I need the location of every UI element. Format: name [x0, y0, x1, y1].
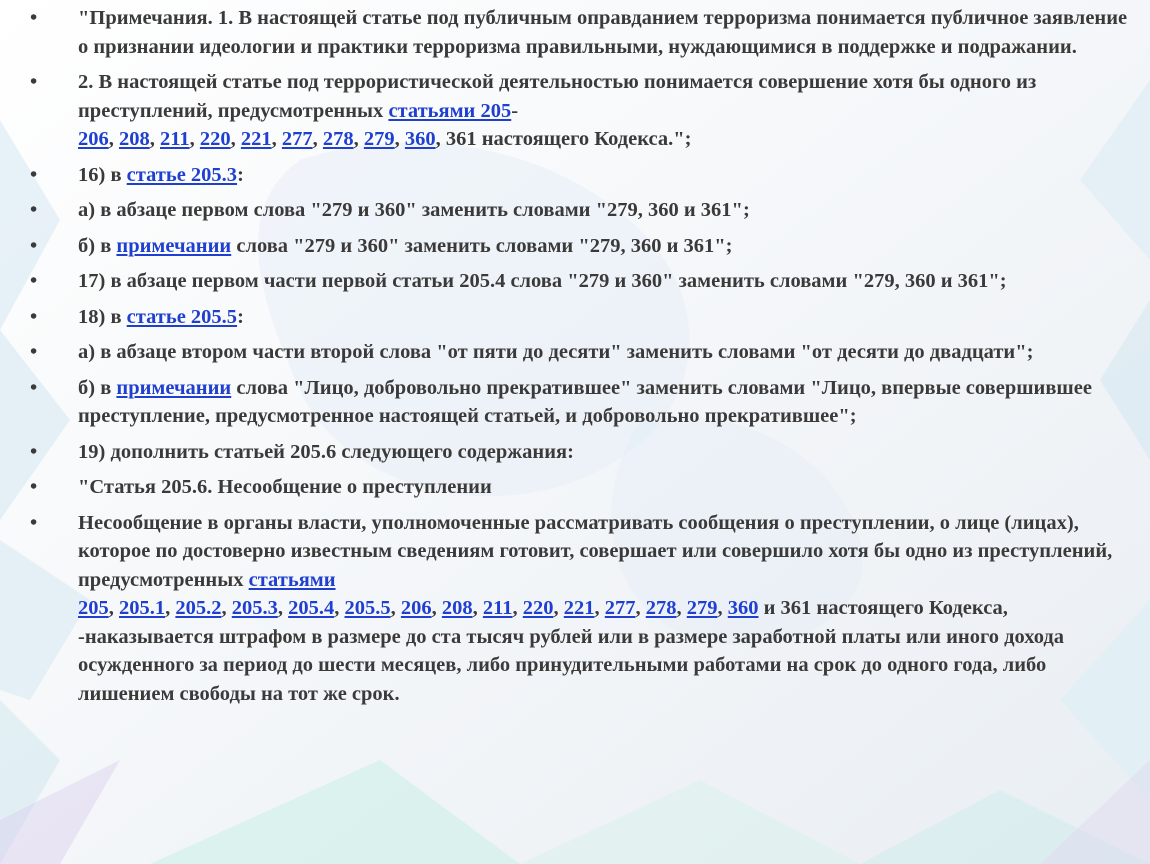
list-item-text [78, 270, 1007, 292]
text-run: "Статья 205.6. Несообщение о преступлении [78, 476, 492, 498]
article-link[interactable]: статье 205.3 [126, 163, 238, 186]
text-run: 16) в [78, 163, 127, 186]
article-link[interactable]: 205.3 [231, 597, 278, 619]
text-run: , [390, 597, 401, 619]
bullet-icon: • [30, 376, 38, 399]
article-link[interactable]: примечании [116, 234, 232, 257]
text-run: "Примечания. 1. В настоящей статье под публичным оправданием терроризма понимается публичное заявление о признании идеологии и практики терроризма правильными, нуждающимися в поддержке и подражании. [78, 7, 1128, 58]
list-item-text [78, 71, 1036, 150]
list-item-text [78, 7, 1127, 58]
list-item-text [78, 341, 1033, 363]
list-item-text [78, 512, 1112, 705]
text-run: , [189, 128, 200, 150]
text-run: слова "279 и 360" заменить словами "279, 360 и 361"; [231, 234, 733, 257]
text-run: , [472, 597, 483, 619]
article-link[interactable]: 278 [645, 597, 677, 619]
text-run: , [394, 128, 405, 150]
article-link[interactable]: 278 [322, 128, 354, 150]
list-item [30, 267, 1130, 296]
article-link[interactable]: 360 [404, 128, 436, 150]
list-item [30, 438, 1130, 467]
bullet-icon: • [30, 7, 38, 29]
bullet-icon: • [30, 199, 38, 221]
bullet-icon: • [30, 511, 38, 534]
list-item-text [78, 377, 1092, 428]
article-link[interactable]: 220 [199, 128, 231, 150]
text-run: 2. В настоящей статье под террористической деятельностью понимается совершение хотя бы одного из преступлений, предусмотренных [78, 71, 1037, 122]
bullet-icon: • [30, 305, 38, 328]
text-run: , [594, 597, 605, 619]
article-link[interactable]: 360 [727, 597, 759, 619]
text-run: , [221, 597, 232, 619]
article-link[interactable]: 208 [441, 597, 473, 619]
bullet-icon: • [30, 440, 38, 463]
amendment-list [30, 4, 1130, 708]
bullet-icon: • [30, 270, 38, 292]
list-item-text [78, 476, 492, 498]
text-run: и 361 настоящего Кодекса, -наказывается штрафом в размере до ста тысяч рублей или в размере заработной платы или иного дохода осужденного за период до шести месяцев, либо принудительными работами на срок до одного года, либо лишением свободы на тот же срок. [78, 597, 1064, 705]
article-link[interactable]: статьями [248, 568, 336, 591]
text-run: , [717, 597, 728, 619]
text-run: , [353, 128, 364, 150]
list-item-text [78, 235, 733, 257]
text-run: , [149, 128, 160, 150]
bullet-icon: • [30, 163, 38, 186]
text-run: : [237, 305, 244, 328]
text-run: , [108, 128, 119, 150]
article-link[interactable]: 206 [400, 597, 432, 619]
article-link[interactable]: статье 205.5 [126, 305, 238, 328]
text-run: , [635, 597, 646, 619]
article-link[interactable]: 279 [686, 597, 718, 619]
article-link[interactable]: 205.2 [175, 597, 222, 619]
article-link[interactable]: 220 [522, 597, 554, 619]
article-link[interactable]: 221 [563, 597, 595, 619]
article-link[interactable]: 206 [78, 128, 109, 150]
slide-content [30, 4, 1130, 715]
text-run: , [512, 597, 523, 619]
list-item [30, 374, 1130, 431]
article-link[interactable]: 277 [281, 128, 313, 150]
list-item [30, 473, 1130, 502]
bullet-icon: • [30, 71, 38, 93]
text-run: , [334, 597, 345, 619]
bullet-icon: • [30, 476, 38, 498]
list-item-text [78, 441, 574, 463]
text-run: б) в [78, 234, 117, 257]
article-link[interactable]: 211 [160, 128, 190, 150]
article-link[interactable]: 277 [604, 597, 636, 619]
list-item [30, 196, 1130, 225]
article-link[interactable]: 208 [119, 128, 150, 150]
text-run: , [230, 128, 241, 150]
list-item [30, 303, 1130, 332]
list-item [30, 68, 1130, 154]
bullet-icon: • [30, 341, 38, 363]
text-run: Несообщение в органы власти, уполномоченные рассматривать сообщения о преступлении, о лице (лицах), которое по достоверно известным сведениям готовит, совершает или совершило хотя бы одно из преступлений, предусмотренных [78, 511, 1113, 591]
text-run: : [237, 163, 244, 186]
text-run: б) в [78, 376, 117, 399]
list-item [30, 232, 1130, 261]
article-link[interactable]: 279 [363, 128, 395, 150]
bullet-icon: • [30, 234, 38, 257]
list-item-text [78, 306, 244, 328]
text-run: а) в абзаце втором части второй слова "от пяти до десяти" заменить словами "от десяти до двадцати"; [78, 341, 1034, 363]
text-run: 17) в абзаце первом части первой статьи 205.4 слова "279 и 360" заменить словами "279, 360 и 361"; [78, 270, 1007, 292]
text-run: , [676, 597, 687, 619]
list-item [30, 509, 1130, 709]
text-run: а) в абзаце первом слова "279 и 360" заменить словами "279, 360 и 361"; [78, 199, 750, 221]
text-run: слова "Лицо, добровольно прекратившее" заменить словами "Лицо, впервые совершившее преступление, предусмотренное настоящей статьей, и добровольно прекратившее"; [78, 376, 1092, 427]
text-run: , [553, 597, 564, 619]
article-link[interactable]: примечании [116, 376, 232, 399]
article-link[interactable]: 211 [482, 597, 513, 619]
list-item [30, 338, 1130, 367]
list-item-text [78, 164, 244, 186]
article-link[interactable]: статьями 205 [388, 99, 512, 122]
text-run: , [277, 597, 289, 619]
article-link[interactable]: 221 [240, 128, 272, 150]
text-run: , [271, 128, 282, 150]
text-run: 19) дополнить статьей 205.6 следующего содержания: [78, 440, 574, 463]
list-item-text [78, 199, 750, 221]
article-link[interactable]: 205.1 [119, 597, 166, 619]
text-run: , 361 настоящего Кодекса."; [435, 128, 692, 150]
text-run: , [312, 128, 323, 150]
list-item [30, 4, 1130, 61]
text-run: , [108, 597, 119, 619]
list-item [30, 161, 1130, 190]
text-run: 18) в [78, 305, 127, 328]
text-run: , [165, 597, 176, 619]
text-run: , [431, 597, 442, 619]
article-link[interactable]: 205.4 [288, 597, 335, 619]
text-run: - [511, 99, 519, 122]
article-link[interactable]: 205.5 [344, 597, 391, 619]
article-link[interactable]: 205 [78, 597, 109, 619]
